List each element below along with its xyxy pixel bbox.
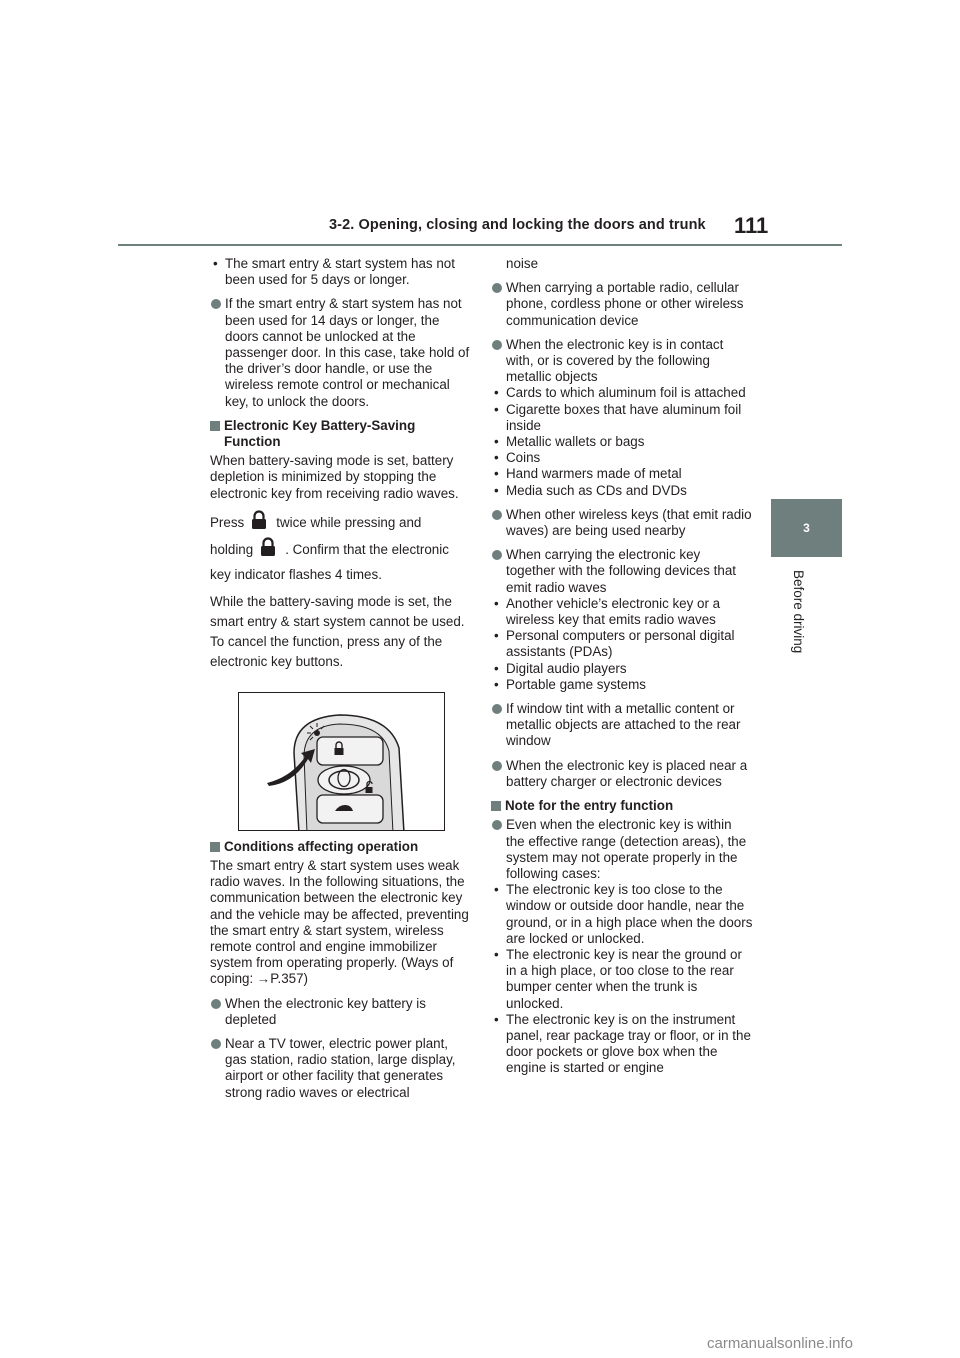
bullet-item: If window tint with a metallic content or metallic objects are attached to the rear window [491,701,753,750]
chapter-tab-number: 3 [803,521,810,535]
bullet-item: When the electronic key battery is depleted [210,996,472,1028]
sub-item: • Hand warmers made of metal [491,466,753,482]
bullet-item: When carrying a portable radio, cellular phone, cordless phone or other wireless communication device [491,280,753,329]
bullet-item: When other wireless keys (that emit radio waves) are being used nearby [491,507,753,539]
sub-list [210,256,472,288]
chapter-tab[interactable] [771,499,842,557]
sub-list [491,882,753,1076]
watermark: carmanualsonline.info [707,1335,853,1352]
paragraph: The smart entry & start system uses weak radio waves. In the following situations, the communication between the electronic key and the vehicle may be affected, preventing the smart entry & start system, wireless remote control and engine immobilizer system from operating properly. (Ways of coping: →P.357) [210,858,469,987]
sub-item: • Digital audio players [491,661,753,677]
section-heading-battery-saving: Electronic Key Battery-Saving Function [210,418,472,450]
section-heading-entry-note: Note for the entry function [491,798,753,814]
lock-icon [250,510,268,537]
lock-icon-2 [259,537,277,564]
sub-item: • Coins [491,450,753,466]
sub-list [491,596,753,693]
page-number: 111 [734,213,769,238]
right-column [491,256,753,1085]
chapter-tab-label: Before driving [791,570,806,654]
press-instruction [210,510,472,586]
sub-item: • Metallic wallets or bags [491,434,753,450]
sub-item: • The electronic key is on the instrument panel, rear package tray or floor, or in the door pockets or glove box when the engine is started or engine [491,1012,753,1077]
sub-item: • The electronic key is near the ground or in a high place, or too close to the rear bumper center when the trunk is unlocked. [491,947,753,1012]
sub-item: • Cigarette boxes that have aluminum foil inside [491,402,753,434]
sub-item: • Portable game systems [491,677,753,693]
bullet-item: Even when the electronic key is within the effective range (detection areas), the system may not operate properly in the following cases: [491,817,753,882]
paragraph: While the battery-saving mode is set, the smart entry & start system cannot be used. To cancel the function, press any of the electronic key buttons. [210,593,465,669]
bullet-item: If the smart entry & start system has not been used for 14 days or longer, the doors cannot be unlocked at the passenger door. In this case, take hold of the driver’s door handle, or use the wireless remote control or mechanical key, to unlock the doors. [210,296,472,409]
press-text-2: twice while pressing and [276,514,422,530]
bullet-item: Near a TV tower, electric power plant, gas station, radio station, large display, airport or other facility that generates strong radio waves or electrical [210,1036,472,1101]
left-column [210,256,472,1109]
chapter-title: 3-2. Opening, closing and locking the doors and trunk [329,217,706,233]
holding-text: holding [210,541,254,557]
paragraph: When battery-saving mode is set, battery depletion is minimized by stopping the electronic key from receiving radio waves. [210,453,459,501]
sub-item: • The smart entry & start system has not been used for 5 days or longer. [210,256,472,288]
sub-item: • Personal computers or personal digital assistants (PDAs) [491,628,753,660]
header-rule [118,244,842,246]
sub-item: • Media such as CDs and DVDs [491,483,753,499]
electronic-key-illustration [238,692,445,831]
bullet-item: When carrying the electronic key together with the following devices that emit radio waves [491,547,753,596]
sub-item: • The electronic key is too close to the window or outside door handle, near the ground, or in a high place when the doors are locked or unlocked. [491,882,753,947]
bullet-item: When the electronic key is in contact with, or is covered by the following metallic objects [491,337,753,386]
section-heading-conditions: Conditions affecting operation [210,839,472,855]
sub-list [491,385,753,498]
confirm-text: . Confirm that the electronic key indicator flashes 4 times. [210,541,449,582]
press-text: Press [210,514,245,530]
sub-item: • Cards to which aluminum foil is attached [491,385,753,401]
continued-text: noise [506,256,539,271]
bullet-item: When the electronic key is placed near a battery charger or electronic devices [491,758,753,790]
sub-item: • Another vehicle’s electronic key or a wireless key that emits radio waves [491,596,753,628]
